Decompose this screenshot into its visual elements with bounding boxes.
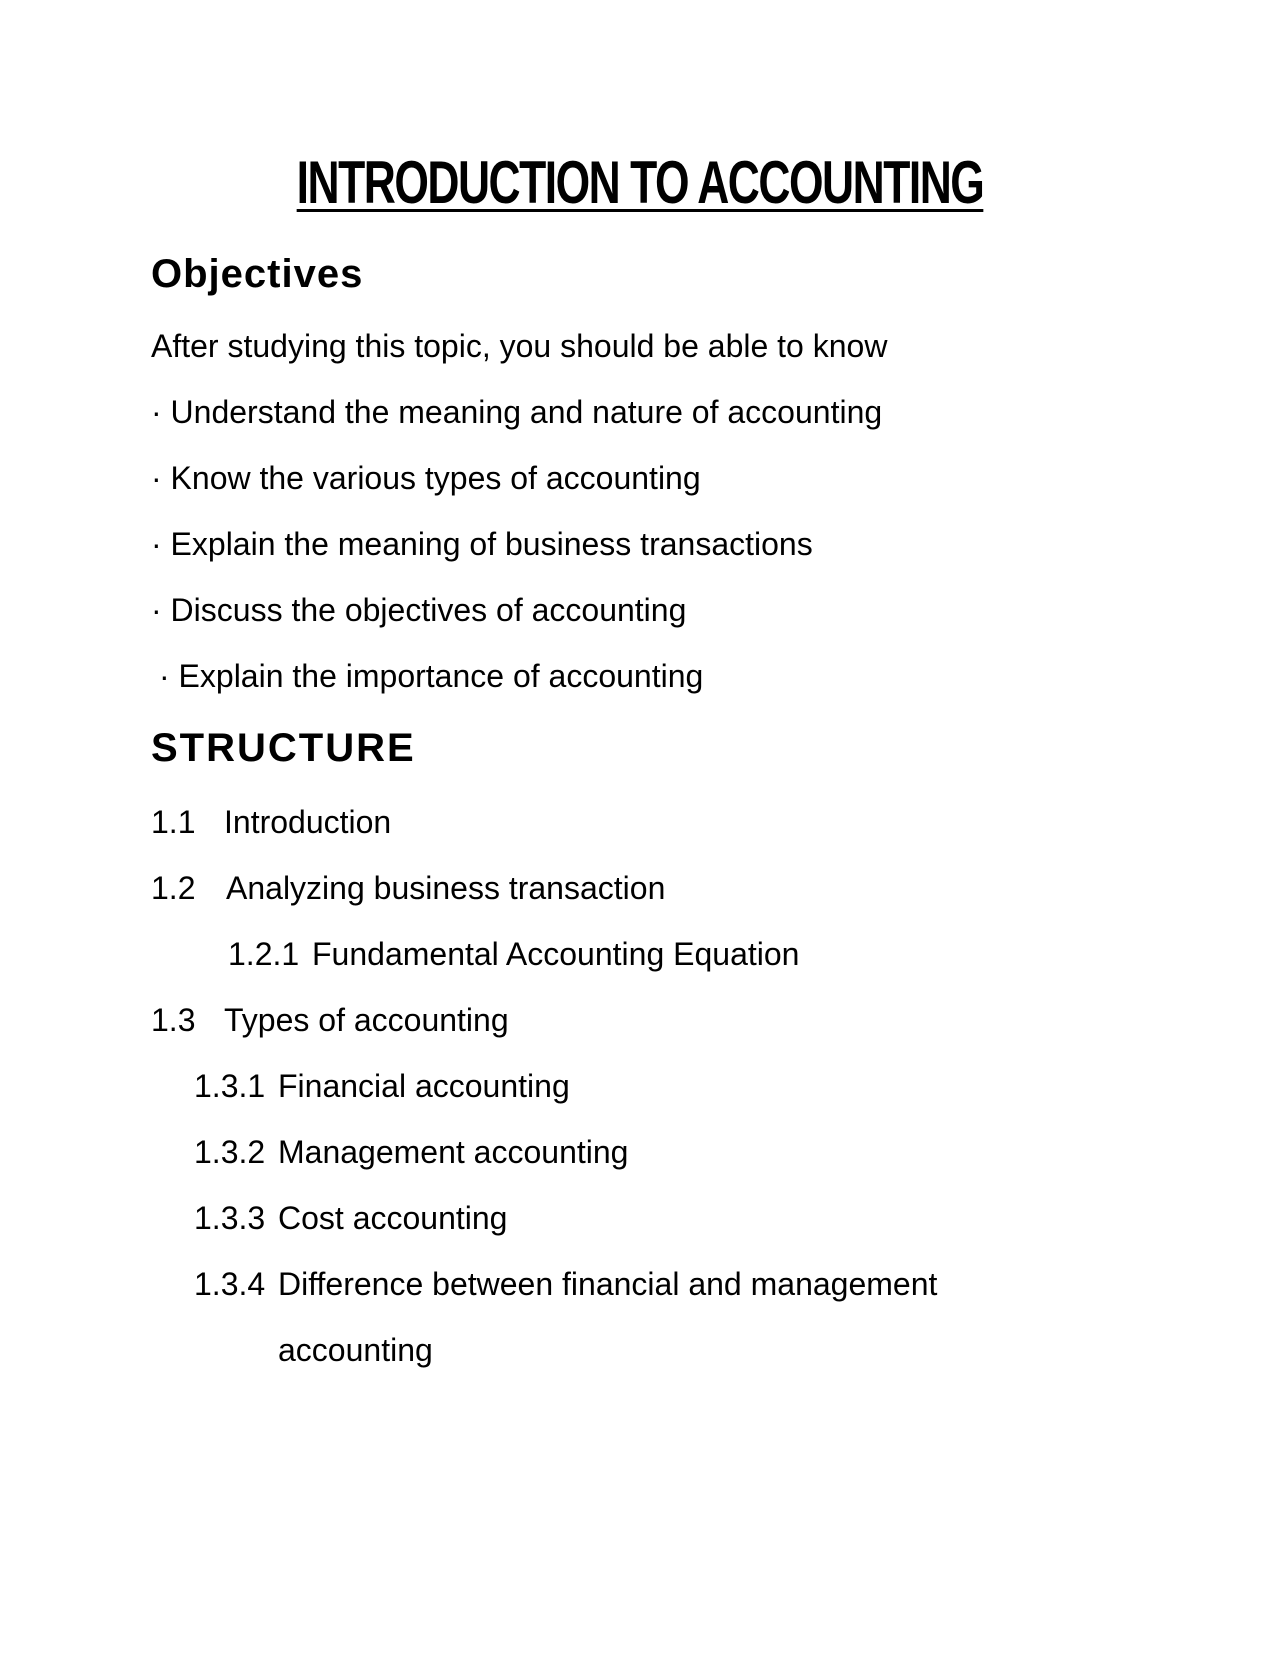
structure-entry-number: 1.3.3 [194,1200,266,1236]
structure-entry-number: 1.3.4 [194,1266,266,1302]
structure-entry-text: Cost accounting [278,1200,508,1236]
objective-item: · Explain the importance of accounting [159,658,704,694]
objective-item: · Discuss the objectives of accounting [151,592,687,628]
structure-subentry [194,1132,628,1172]
structure-subentry [194,1066,570,1106]
structure-entry-number: 1.2 [151,870,196,906]
objective-item: · Understand the meaning and nature of accounting [151,394,883,430]
structure-subentry-continuation: accounting [278,1332,433,1368]
structure-entry-text: Management accounting [278,1134,629,1170]
structure-entry-text: Introduction [224,804,392,840]
structure-entry [151,868,665,908]
structure-entry-text: Analyzing business transaction [226,870,666,906]
structure-subentry [194,1198,507,1238]
structure-entry-text: Difference between financial and management [278,1266,938,1302]
structure-entry-number: 1.2.1 [228,936,300,972]
structure-entry-text: Financial accounting [278,1068,570,1104]
objective-item: · Know the various types of accounting [151,460,701,496]
structure-entry-number: 1.3 [151,1002,196,1038]
objectives-heading: Objectives [151,252,364,296]
objectives-intro: After studying this topic, you should be able to know [151,328,888,364]
structure-entry-text: Types of accounting [224,1002,509,1038]
structure-entry-number: 1.3.1 [194,1068,266,1104]
structure-subentry [194,1264,937,1304]
structure-entry-number: 1.3.2 [194,1134,266,1170]
structure-heading: STRUCTURE [151,726,416,770]
structure-entry-number: 1.1 [151,804,196,840]
objective-item: · Explain the meaning of business transactions [151,526,813,562]
structure-entry [151,1000,509,1040]
structure-entry [151,802,391,842]
page-title [166,148,1113,218]
structure-entry-text: Fundamental Accounting Equation [312,936,800,972]
structure-subentry [228,934,799,974]
page-title-text: INTRODUCTION TO ACCOUNTING [296,149,984,216]
